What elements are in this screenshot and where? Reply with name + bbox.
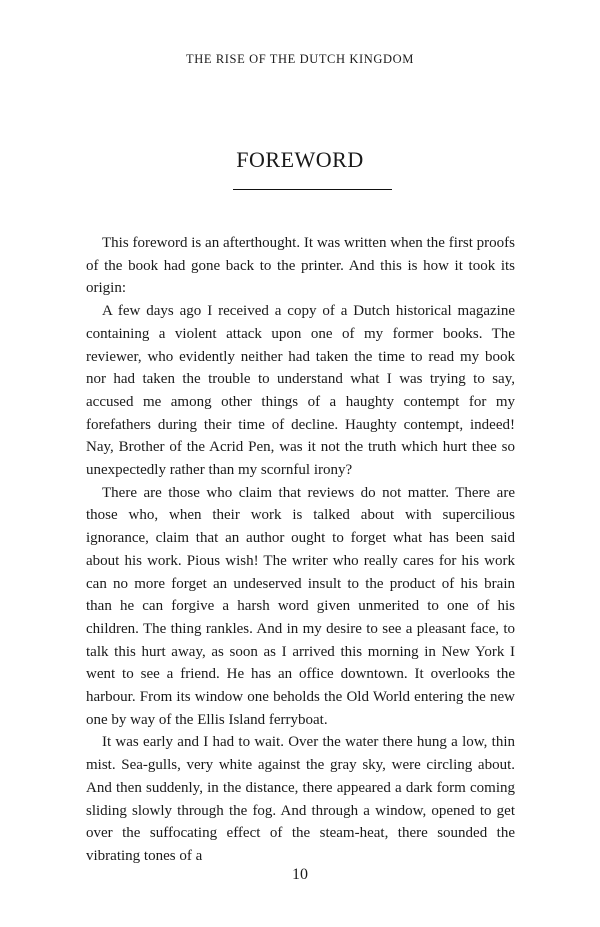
title-rule <box>233 189 392 190</box>
running-head: THE RISE OF THE DUTCH KINGDOM <box>186 52 414 66</box>
paragraph: This foreword is an afterthought. It was written when the first proofs of the book had gone back to the printer. And this is how it took its origin: <box>86 235 515 297</box>
page-number: 10 <box>292 866 308 883</box>
chapter-title: FOREWORD <box>236 147 364 172</box>
paragraph: A few days ago I received a copy of a Dutch historical magazine containing a violent attack upon one of my former books. The reviewer, who evidently neither had taken the time to read my book nor had taken the trouble to understand what I was trying to say, accused me among other things of a haughty contempt for my forefathers during their time of decline. Haughty contempt, indeed! Nay, Brother of the Acrid Pen, was it not the truth which hurt thee so unexpectedly rather than my scornful irony? <box>86 303 515 479</box>
paragraph: It was early and I had to wait. Over the water there hung a low, thin mist. Sea-gulls, very white against the gray sky, were circling about. And then suddenly, in the distance, there appeared a dark form coming sliding slowly through the fog. And through a window, opened to get over the suffocating effect of the steam-heat, there sounded the vibrating tones of a <box>86 734 515 864</box>
paragraph: There are those who claim that reviews do not matter. There are those who, when their work is talked about with supercilious ignorance, claim that an author ought to forget what has been said about his work. Pious wish! The writer who really cares for his work can no more forget an undeserved insult to the product of his brain than he can forgive a harsh word given unmerited to one of his children. The thing rankles. And in my desire to see a pleasant face, to talk this hurt away, as soon as I arrived this morning in New York I went to see a friend. He has an office downtown. It overlooks the harbour. From its window one beholds the Old World entering the new one by way of the Ellis Island ferryboat. <box>86 484 515 728</box>
body-text <box>86 232 515 868</box>
